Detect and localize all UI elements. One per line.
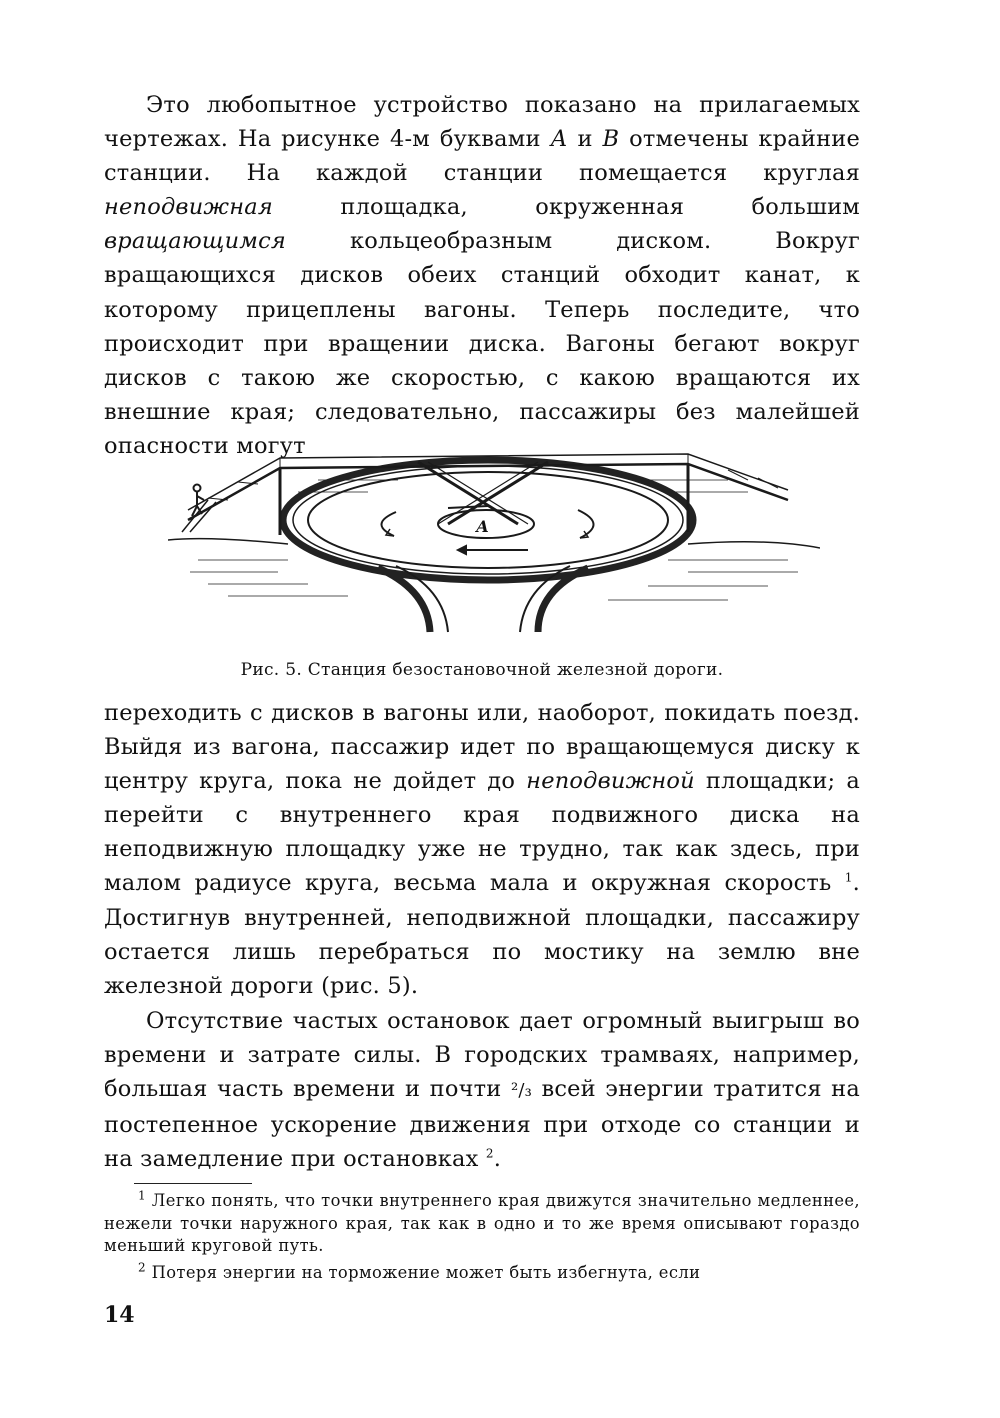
rotation-arrow-left: [381, 512, 396, 536]
figure-label-a: А: [476, 517, 490, 536]
fraction-two-thirds: ²/₃: [510, 1080, 533, 1102]
station-drawing: [168, 440, 820, 640]
body-paragraph-2: переходить с дисков в вагоны или, наоборот, покидать поезд. Выйдя из вагона, пассажир идет по вращающемуся диску к центру круга, пока не дойдет до неподвижной площадки; а перейти с внутреннего края подвижного диска на неподвижную площадку уже не трудно, так как здесь, при малом радиусе круга, весьма мала и окружная скорость $^1$. Достигнув внутренней, неподвижной площадки, пассажиру остается лишь перебраться по мостику на землю вне железной дороги (рис. 5).: [104, 700, 860, 999]
page-number: 14: [104, 1302, 135, 1328]
figure-caption: Рис. 5. Станция безостановочной железной дороги.: [240, 660, 724, 680]
emphasis-rotating: вращающимся: [104, 228, 287, 255]
station-illustration: [168, 440, 820, 640]
station-letter-b: В: [602, 126, 620, 153]
body-paragraph-3: Отсутствие частых остановок дает огромный выигрыш во времени и затрате силы. В городских трамваях, например, большая часть времени и почти ²/₃ всей энергии тратится на постепенное ускорение движения при отходе со станции и на замедление при остановках $^2$.: [104, 1008, 860, 1173]
emphasis-stationary-2: неподвижной: [526, 768, 695, 795]
footnote-divider: [134, 1183, 252, 1184]
rotation-arrow-top: [448, 506, 488, 508]
station-letter-a: А: [550, 126, 568, 153]
footnote-1: $^1$ Легко понять, что точки внутреннего края движутся значительно медленнее, нежели точки наружного края, так как в одно и то же время описывают гораздо меньший круговой путь.: [104, 1188, 860, 1255]
footnote-2: $^2$ Потеря энергии на торможение может быть избегнута, если: [138, 1260, 701, 1282]
staircase: [182, 500, 216, 532]
footnote-ref-2: 2: [485, 1146, 494, 1161]
footnote-ref-1: 1: [844, 870, 853, 885]
footnote-mark-1: 1: [138, 1188, 147, 1203]
emphasis-stationary: неподвижная: [104, 194, 273, 221]
footnote-mark-2: 2: [138, 1260, 147, 1275]
body-paragraph-1: Это любопытное устройство показано на прилагаемых чертежах. На рисунке 4-м буквами А и В отмечены крайние станции. На каждой станции помещается круглая неподвижная площадка, окруженная большим вращающимся кольцеобразным диском. Вокруг вращающихся дисков обеих станций обходит канат, к которому прицеплены вагоны. Теперь последите, что происходит при вращении диска. Вагоны бегают вокруг дисков с такою же скоростью, с какою вращаются их внешние края; следовательно, пассажиры без малейшей опасности могут: [104, 92, 861, 459]
